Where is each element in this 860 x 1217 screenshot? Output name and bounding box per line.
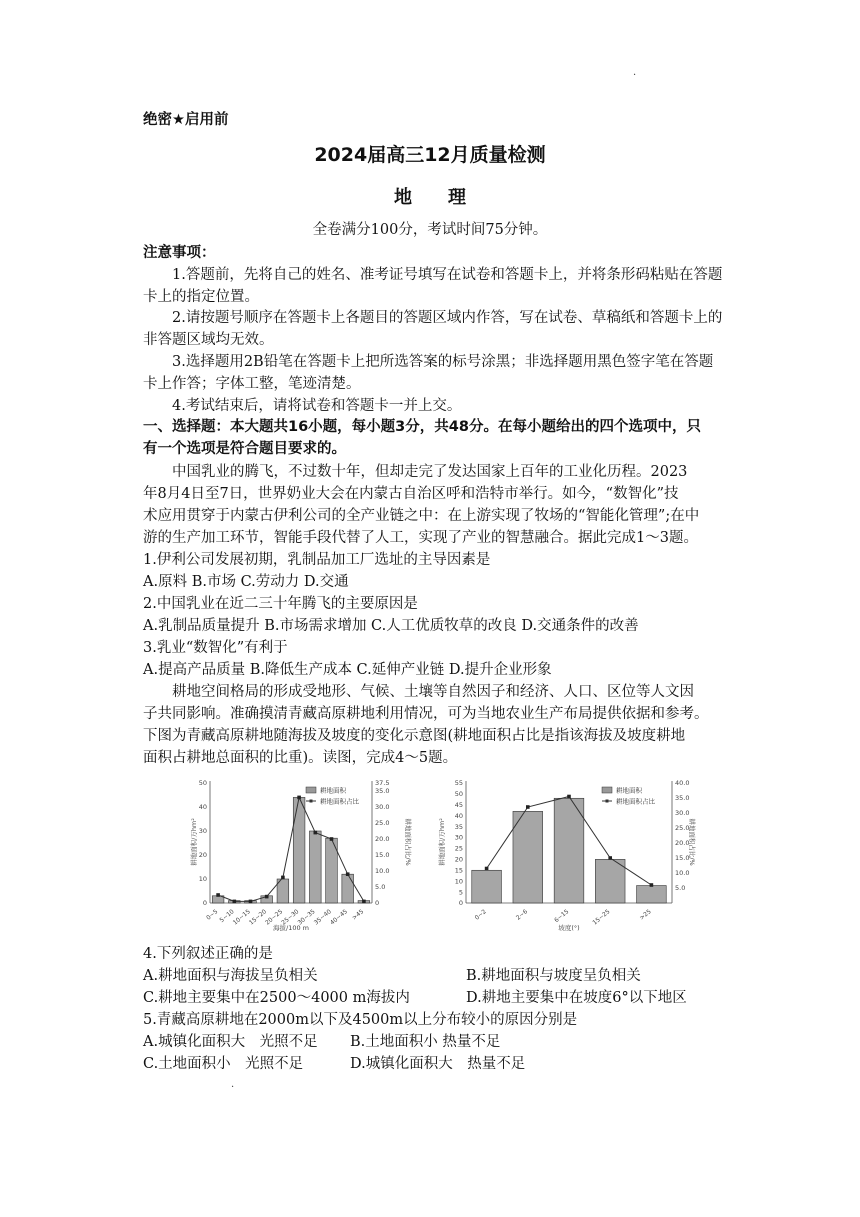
y-axis-label: 耕地面积/万hm² <box>190 818 198 866</box>
y2-tick-label: 15.0 <box>675 854 690 863</box>
y-tick-label: 30 <box>198 827 207 836</box>
passage-line: 年8月4日至7日，世界奶业大会在内蒙古自治区呼和浩特市举行。如今，“数智化”技 <box>143 486 679 502</box>
legend-line-label: 耕地面积占比 <box>616 797 655 806</box>
x-tick-label: 0~5 <box>205 908 220 922</box>
question-5-option-a: A.城镇化面积大 光照不足 <box>143 1034 318 1050</box>
y-tick-label: 40 <box>198 803 207 812</box>
confidential-label: 绝密★启用前 <box>143 112 229 128</box>
question-4-option-b: B.耕地面积与坡度呈负相关 <box>466 968 641 984</box>
y2-tick-label: 30.0 <box>375 803 390 812</box>
passage-line: 术应用贯穿于内蒙古伊利公司的全产业链之中：在上游实现了牧场的“智能化管理”;在中 <box>143 508 700 524</box>
notes-heading: 注意事项： <box>143 245 216 261</box>
exam-info: 全卷满分100分，考试时间75分钟。 <box>312 222 548 238</box>
question-3-options: A.提高产品质量 B.降低生产成本 C.延伸产业链 D.提升企业形象 <box>143 662 552 678</box>
question-3-stem: 3.乳业“数智化”有利于 <box>143 640 288 656</box>
data-point <box>330 837 334 841</box>
question-5-option-c: C.土地面积小 光照不足 <box>143 1056 304 1072</box>
question-4-option-a: A.耕地面积与海拔呈负相关 <box>143 968 318 984</box>
y-tick-label: 25 <box>454 844 463 853</box>
y2-tick-label: 35.0 <box>675 794 690 803</box>
legend-line-marker <box>310 800 313 803</box>
exam-title: 2024届高三12月质量检测 <box>314 144 546 166</box>
y-tick-label: 50 <box>198 779 207 788</box>
y2-axis-label: 耕地面积占比/% <box>688 818 696 866</box>
y-axis-label: 耕地面积/万hm² <box>438 818 446 866</box>
y2-tick-label: 10.0 <box>675 869 690 878</box>
y2-tick-label: 35.0 <box>375 787 390 796</box>
note-line: 非答题区域均无效。 <box>143 332 274 348</box>
x-tick-label: 2~6 <box>514 908 530 922</box>
legend-bar-label: 耕地面积 <box>320 786 346 795</box>
note-line: 2.请按题号顺序在答题卡上各题目的答题区域内作答，写在试卷、草稿纸和答题卡上的 <box>172 310 723 326</box>
question-4-option-d: D.耕地主要集中在坡度6°以下地区 <box>466 990 687 1006</box>
x-tick-label: 25~30 <box>280 908 301 927</box>
legend-bar-swatch <box>602 787 612 793</box>
y2-tick-label: 5.0 <box>675 884 686 893</box>
data-point <box>485 867 489 871</box>
passage-line: 下图为青藏高原耕地随海拔及坡度的变化示意图(耕地面积占比是指该海拔及坡度耕地 <box>143 728 686 744</box>
y2-tick-label: 37.5 <box>375 779 390 788</box>
y-tick-label: 0 <box>202 899 207 908</box>
data-point <box>526 805 530 809</box>
data-point <box>281 876 285 880</box>
bar <box>342 874 354 903</box>
y-tick-label: 45 <box>454 801 463 810</box>
bar <box>293 797 305 903</box>
passage-line: 耕地空间格局的形成受地形、气候、土壤等自然因子和经济、人口、区位等人文因 <box>172 684 694 700</box>
bar <box>595 859 625 903</box>
scan-speck: · <box>231 1082 235 1093</box>
data-point <box>265 895 269 899</box>
data-point <box>567 795 571 799</box>
data-point <box>297 796 301 800</box>
y2-tick-label: 15.0 <box>375 851 390 860</box>
question-5-option-b: B.土地面积小 热量不足 <box>350 1034 501 1050</box>
y2-tick-label: 30.0 <box>675 809 690 818</box>
data-point <box>346 872 350 876</box>
question-1-stem: 1.伊利公司发展初期，乳制品加工厂选址的主导因素是 <box>143 552 491 568</box>
x-axis-label: 海拔/100 m <box>273 924 309 932</box>
question-4-option-c: C.耕地主要集中在2500～4000 m海拔内 <box>143 990 410 1006</box>
question-2-options: A.乳制品质量提升 B.市场需求增加 C.人工优质牧草的改良 D.交通条件的改善 <box>143 618 639 634</box>
x-tick-label: 20~25 <box>264 908 285 927</box>
x-tick-label: 6~15 <box>553 908 571 925</box>
y-tick-label: 50 <box>454 790 463 799</box>
legend-bar-label: 耕地面积 <box>616 786 642 795</box>
x-tick-label: 40~45 <box>328 908 349 927</box>
x-tick-label: 35~40 <box>312 908 333 927</box>
bar <box>472 870 502 903</box>
passage-line: 子共同影响。准确摸清青藏高原耕地利用情况，可为当地农业生产布局提供依据和参考。 <box>143 706 709 722</box>
note-line: 3.选择题用2B铅笔在答题卡上把所选答案的标号涂黑；非选择题用黑色签字笔在答题 <box>172 354 714 370</box>
question-5-option-d: D.城镇化面积大 热量不足 <box>350 1056 526 1072</box>
section-heading: 一、选择题：本大题共16小题，每小题3分，共48分。在每小题给出的四个选项中，只 <box>143 419 701 435</box>
data-point <box>249 900 253 904</box>
note-line: 4.考试结束后，请将试卷和答题卡一并上交。 <box>172 398 462 414</box>
bar <box>554 798 584 903</box>
scan-speck: · <box>633 70 637 81</box>
y-tick-label: 5 <box>458 888 463 897</box>
bar <box>513 811 543 903</box>
y-tick-label: 10 <box>198 875 207 884</box>
y2-tick-label: 20.0 <box>675 839 690 848</box>
data-point <box>608 856 612 860</box>
y-tick-label: 20 <box>198 851 207 860</box>
subject-title: 地 理 <box>394 187 466 208</box>
slope-chart <box>436 775 696 935</box>
x-tick-label: 15~25 <box>591 908 612 927</box>
data-point <box>362 900 366 904</box>
legend-line-marker <box>606 800 609 803</box>
y-tick-label: 0 <box>458 899 463 908</box>
note-line: 卡上的指定位置。 <box>143 289 259 305</box>
y2-tick-label: 0 <box>375 899 380 908</box>
x-tick-label: 0~2 <box>473 908 488 922</box>
bar <box>637 886 667 903</box>
y-tick-label: 40 <box>454 811 463 820</box>
y2-tick-label: 20.0 <box>375 835 390 844</box>
x-tick-label: 10~15 <box>231 908 252 927</box>
x-tick-label: >45 <box>350 908 366 922</box>
passage-line: 中国乳业的腾飞，不过数十年，但却走完了发达国家上百年的工业化历程。2023 <box>172 464 688 480</box>
note-line: 1.答题前，先将自己的姓名、准考证号填写在试卷和答题卡上，并将条形码粘贴在答题 <box>172 267 723 283</box>
y2-tick-label: 10.0 <box>375 867 390 876</box>
data-point <box>314 831 318 835</box>
section-heading-cont: 有一个选项是符合题目要求的。 <box>143 441 346 457</box>
passage-line: 游的生产加工环节，智能手段代替了人工，实现了产业的智慧融合。据此完成1～3题。 <box>143 530 698 546</box>
x-tick-label: 15~20 <box>247 908 268 927</box>
legend-bar-swatch <box>306 787 316 793</box>
altitude-chart <box>190 775 420 935</box>
x-tick-label: >25 <box>638 908 653 922</box>
y2-tick-label: 25.0 <box>375 819 390 828</box>
bar <box>309 831 321 903</box>
question-5-stem: 5.青藏高原耕地在2000m以下及4500m以上分布较小的原因分别是 <box>143 1012 578 1028</box>
y-tick-label: 55 <box>454 779 463 788</box>
passage-line: 面积占耕地总面积的比重)。读图，完成4～5题。 <box>143 750 458 766</box>
x-tick-label: 5~10 <box>218 908 236 925</box>
y-tick-label: 10 <box>454 877 463 886</box>
question-1-options: A.原料 B.市场 C.劳动力 D.交通 <box>143 574 349 590</box>
data-point <box>233 900 237 904</box>
y2-tick-label: 5.0 <box>375 883 386 892</box>
question-2-stem: 2.中国乳业在近二三十年腾飞的主要原因是 <box>143 596 418 612</box>
y-tick-label: 20 <box>454 855 463 864</box>
legend-line-label: 耕地面积占比 <box>320 797 359 806</box>
note-line: 卡上作答；字体工整，笔迹清楚。 <box>143 376 361 392</box>
x-tick-label: 30~35 <box>296 908 317 927</box>
x-axis-label: 坡度(°) <box>558 924 580 932</box>
y-tick-label: 35 <box>454 822 463 831</box>
y2-tick-label: 25.0 <box>675 824 690 833</box>
y2-axis-label: 耕地面积占比/% <box>404 818 412 866</box>
y-tick-label: 15 <box>454 866 463 875</box>
y-tick-label: 30 <box>454 833 463 842</box>
question-4-stem: 4.下列叙述正确的是 <box>143 946 273 962</box>
data-point <box>650 883 654 887</box>
data-point <box>216 893 220 897</box>
y2-tick-label: 40.0 <box>675 779 690 788</box>
